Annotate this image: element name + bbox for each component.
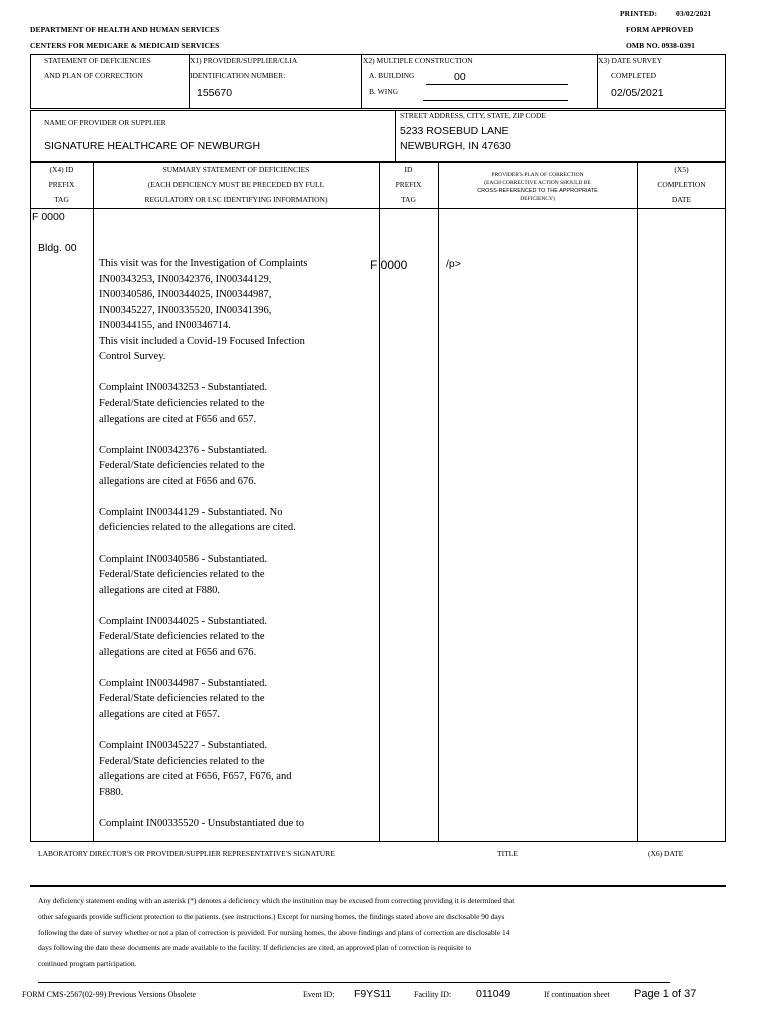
footnote-line-1: Any deficiency statement ending with an asterisk (*) denotes a deficiency which the institution may be excused from correcting providing it is determined that (38, 896, 515, 905)
summary-line: Control Survey. (99, 351, 166, 363)
summary-line: Federal/State deficiencies related to the (99, 569, 265, 580)
provider-name-value: SIGNATURE HEALTHCARE OF NEWBURGH (44, 140, 261, 152)
summary-line: IN00345227, IN00335520, IN00341396, (99, 304, 272, 316)
id-header-2: PREFIX (395, 180, 422, 189)
facility-id-value: 011049 (476, 988, 511, 1000)
wing-label: B. WING (369, 87, 399, 96)
summary-line: Complaint IN00344129 - Substantiated. No (99, 506, 283, 518)
footnote-line-2: other safeguards provide sufficient protection to the patients. (see instructions.) Except for nursing homes, the findings stated above are disclosable 90 days (38, 912, 505, 921)
date-label: (X6) DATE (648, 849, 684, 858)
id-header-3: TAG (401, 195, 416, 204)
summary-line: Complaint IN00345227 - Substantiated. (99, 740, 267, 751)
summary-header-1: SUMMARY STATEMENT OF DEFICIENCIES (162, 165, 310, 174)
address-label: STREET ADDRESS, CITY, STATE, ZIP CODE (400, 111, 546, 120)
summary-line: deficiencies related to the allegations are cited. (99, 522, 296, 534)
provider-id-value: 155670 (197, 87, 233, 99)
omb-number: OMB NO. 0938-0391 (626, 41, 695, 50)
x1-label-2: IDENTIFICATION NUMBER: (190, 71, 286, 80)
plan-header-3: CROSS-REFERENCED TO THE APPROPRIATE (477, 188, 598, 194)
event-id-value: F9YS11 (354, 988, 392, 1000)
x5-header-1: (X5) (674, 165, 689, 174)
footnote-line-3: following the date of survey whether or not a plan of correction is provided. For nursing homes, the above findings and plans of correction are disclosable 14 (38, 928, 510, 937)
continuation-label: If continuation sheet (544, 990, 610, 999)
summary-header-3: REGULATORY OR LSC IDENTIFYING INFORMATION) (144, 195, 328, 204)
x4-header-1: (X4) ID (49, 165, 74, 174)
x5-header-2: COMPLETION (657, 180, 706, 189)
centers-heading: CENTERS FOR MEDICARE & MEDICAID SERVICES (30, 41, 220, 50)
x4-header-3: TAG (54, 195, 69, 204)
statement-label-2: AND PLAN OF CORRECTION (44, 71, 143, 80)
summary-line: Federal/State deficiencies related to the (99, 755, 265, 767)
summary-line: IN00343253, IN00342376, IN00344129, (99, 273, 272, 285)
x2-label: X2) MULTIPLE CONSTRUCTION (363, 56, 473, 65)
address-line-1: 5233 ROSEBUD LANE (400, 125, 509, 137)
x3-label-1: X3) DATE SURVEY (598, 56, 662, 65)
summary-line: allegations are cited at F880. (99, 584, 221, 596)
form-approved: FORM APPROVED (626, 25, 694, 34)
x5-header-3: DATE (671, 195, 692, 204)
provider-name-label: NAME OF PROVIDER OR SUPPLIER (44, 118, 166, 127)
plan-header-1: PROVIDER'S PLAN OF CORRECTION (491, 172, 584, 178)
x1-label-1: X1) PROVIDER/SUPPLIER/CLIA (190, 56, 298, 65)
summary-line: Federal/State deficiencies related to the (99, 460, 265, 472)
plan-header-2: (EACH CORRECTIVE ACTION SHOULD BE (484, 180, 591, 186)
printed-date: 03/02/2021 (676, 9, 712, 18)
summary-line: Complaint IN00343253 - Substantiated. (99, 382, 267, 394)
plan-text: /p> (446, 258, 461, 270)
prefix-tag: F 0000 (32, 211, 65, 223)
page-number: Page 1 of 37 (634, 988, 697, 1000)
footnote-line-5: continued program participation. (38, 959, 137, 968)
summary-line: Complaint IN00340586 - Substantiated. (99, 553, 267, 565)
event-id-label: Event ID: (303, 990, 335, 999)
summary-line: Federal/State deficiencies related to the (99, 631, 265, 643)
x3-label-2: COMPLETED (611, 71, 656, 80)
summary-line: Federal/State deficiencies related to the (99, 398, 265, 409)
id-header-1: ID (404, 165, 413, 174)
building-label: A. BUILDING (369, 71, 415, 80)
summary-line: Complaint IN00344987 - Substantiated. (99, 677, 267, 689)
printed-label: PRINTED: (620, 9, 658, 18)
summary-line: This visit included a Covid-19 Focused Infection (99, 335, 305, 347)
building-tag: Bldg. 00 (38, 242, 77, 254)
summary-line: allegations are cited at F656 and 657. (99, 413, 257, 425)
summary-line: This visit was for the Investigation of Complaints (99, 258, 308, 269)
summary-line: allegations are cited at F656 and 676. (99, 475, 257, 487)
title-label: TITLE (497, 849, 518, 858)
x4-header-2: PREFIX (48, 180, 75, 189)
footnote-line-4: days following the date these documents are made available to the facility. If deficiencies are cited, an approved plan of correction is requisite to (38, 943, 472, 952)
statement-label-1: STATEMENT OF DEFICIENCIES (44, 56, 151, 65)
department-heading: DEPARTMENT OF HEALTH AND HUMAN SERVICES (30, 25, 220, 34)
facility-id-label: Facility ID: (414, 990, 452, 999)
survey-date-value: 02/05/2021 (611, 87, 664, 99)
summary-header-2: (EACH DEFICIENCY MUST BE PRECEDED BY FULL (147, 180, 325, 189)
summary-line: Complaint IN00342376 - Substantiated. (99, 444, 267, 456)
summary-line: Complaint IN00335520 - Unsubstantiated due to (99, 817, 305, 829)
summary-line: IN00344155, and IN00346714. (99, 320, 231, 332)
signature-label: LABORATORY DIRECTOR'S OR PROVIDER/SUPPLIER REPRESENTATIVE'S SIGNATURE (38, 849, 335, 858)
plan-prefix-tag: F 0000 (370, 258, 408, 272)
plan-header-4: DEFICIENCY) (520, 196, 555, 202)
summary-line: Federal/State deficiencies related to the (99, 693, 265, 705)
summary-line: allegations are cited at F657. (99, 709, 221, 720)
building-value: 00 (454, 71, 466, 83)
address-line-2: NEWBURGH, IN 47630 (400, 140, 511, 152)
summary-line: Complaint IN00344025 - Substantiated. (99, 615, 267, 627)
summary-line: IN00340586, IN00344025, IN00344987, (99, 289, 272, 301)
form-number: FORM CMS-2567(02-99) Previous Versions Obsolete (22, 990, 197, 999)
summary-line: allegations are cited at F656 and 676. (99, 646, 257, 658)
summary-line: F880. (99, 786, 124, 798)
summary-line: allegations are cited at F656, F657, F676, and (99, 771, 292, 783)
